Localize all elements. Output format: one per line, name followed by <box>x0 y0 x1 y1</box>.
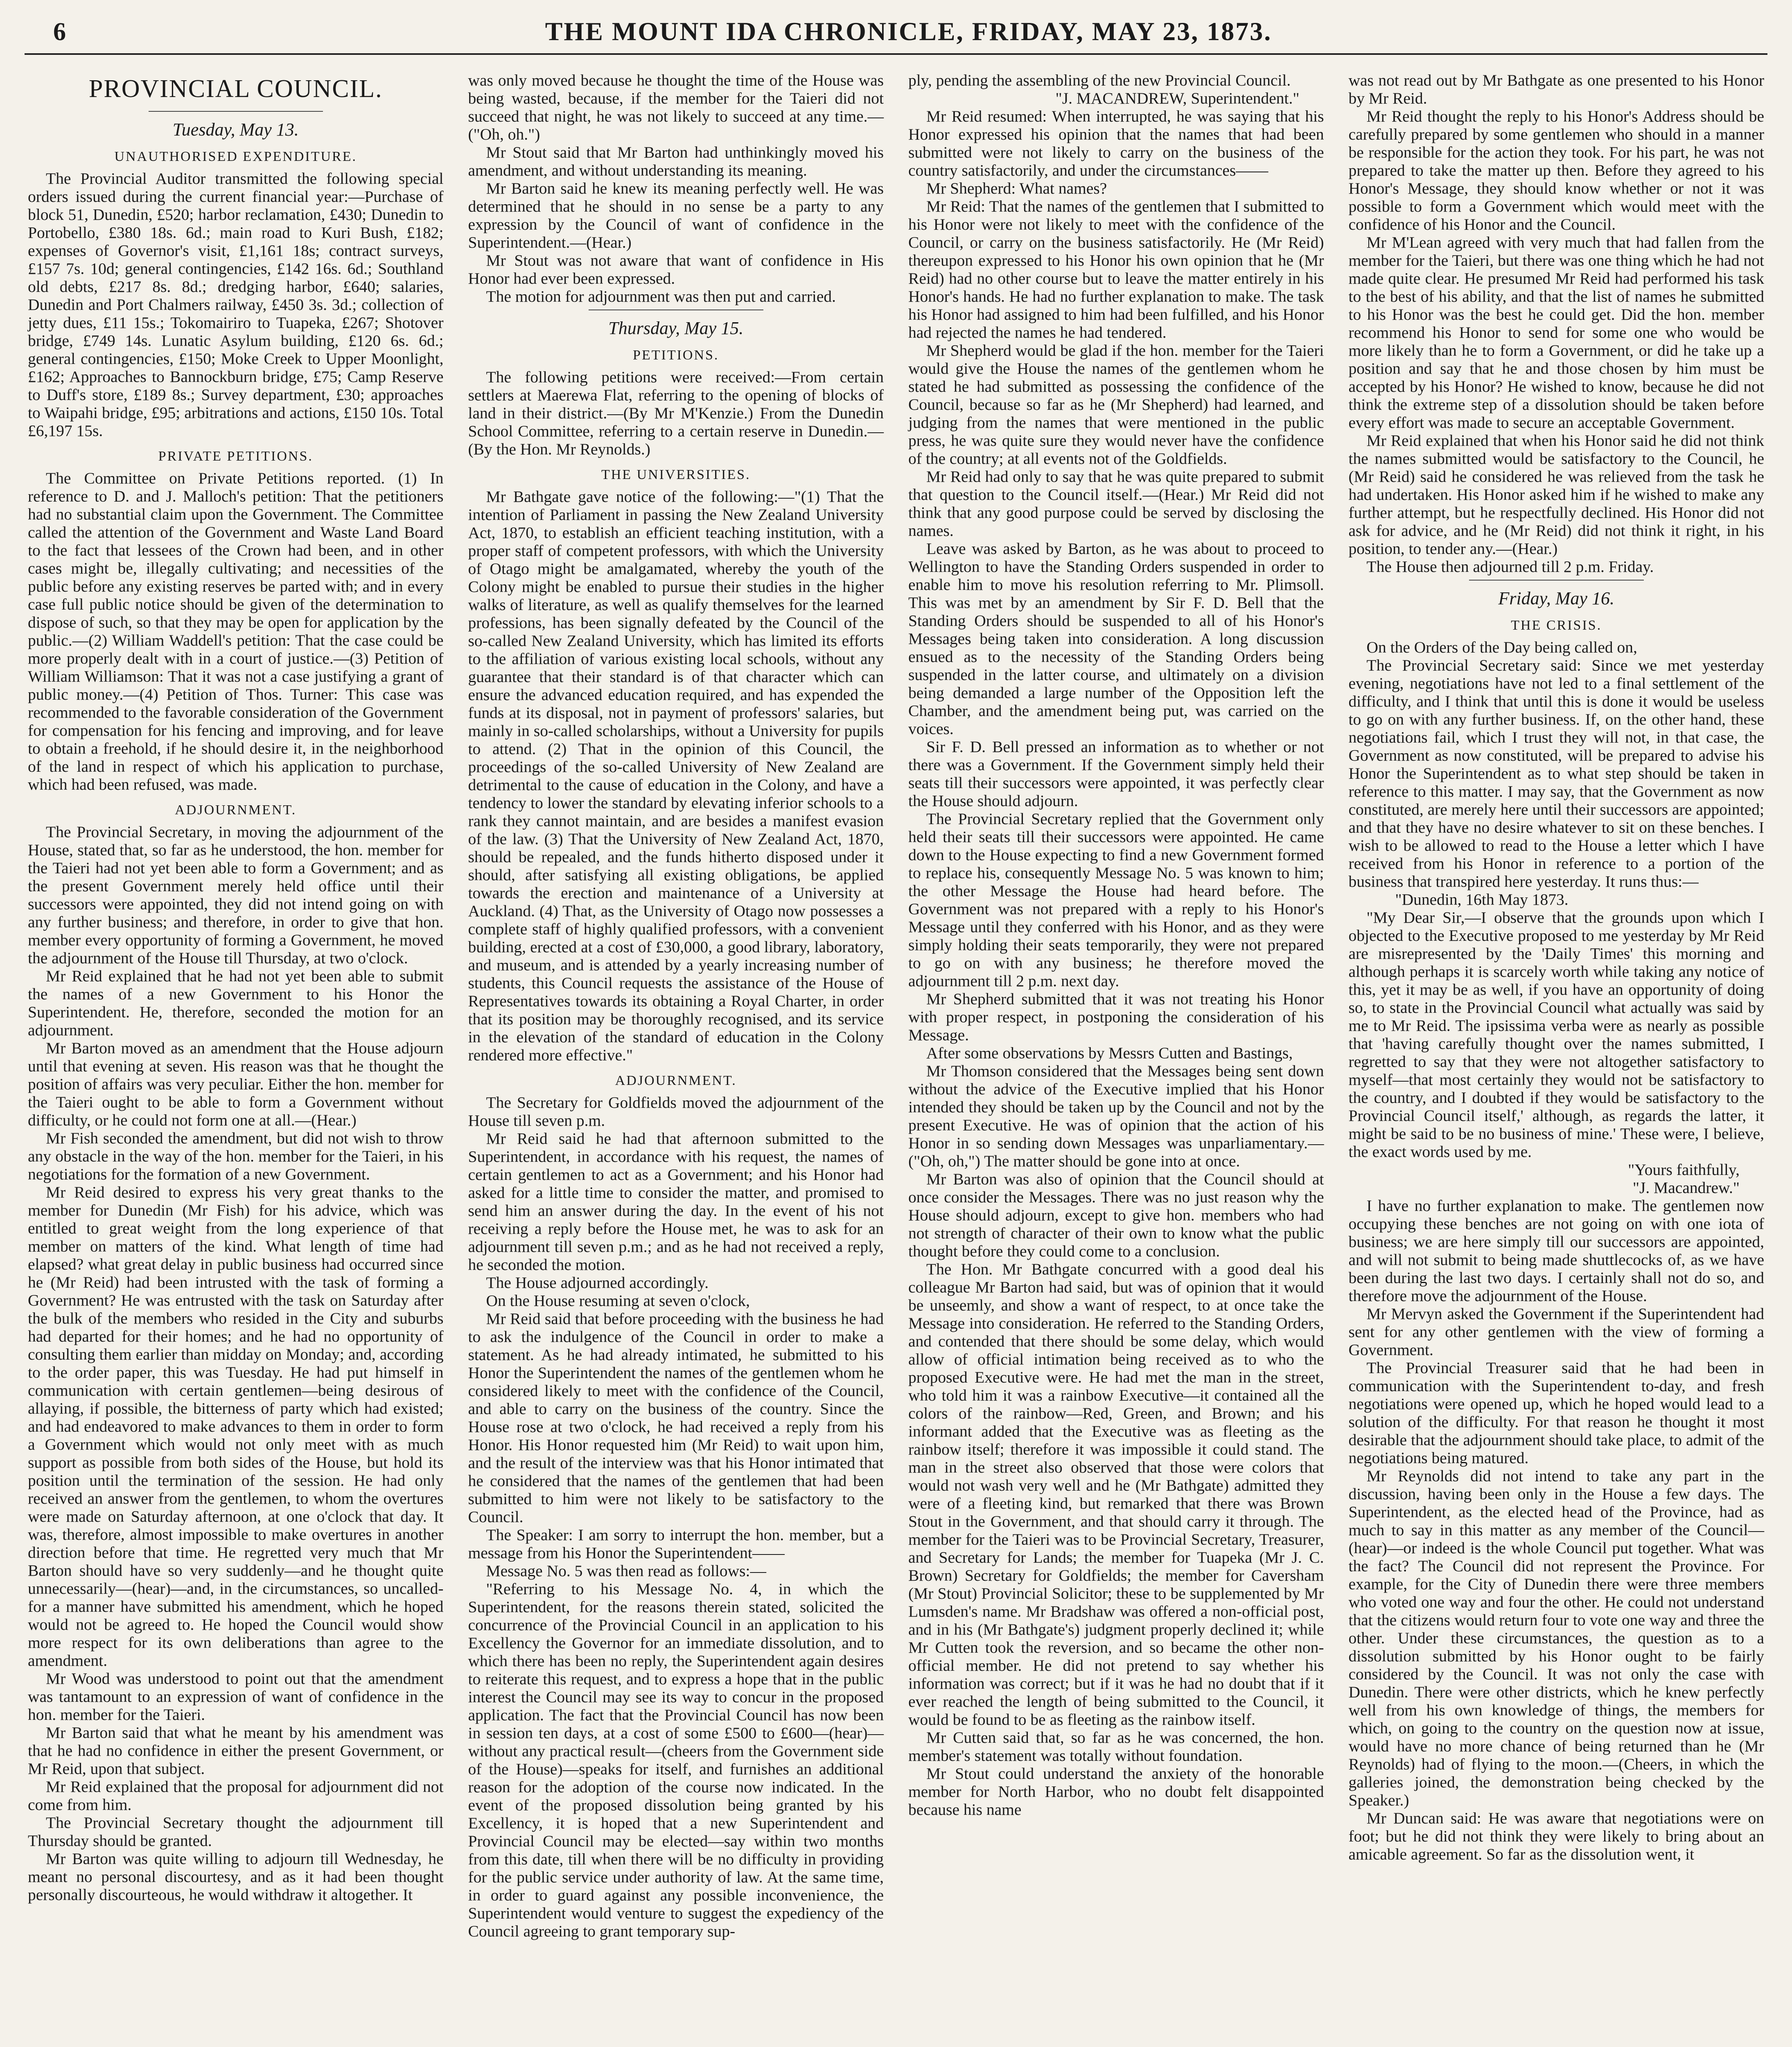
paragraph: The Hon. Mr Bathgate concurred with a good deal his colleague Mr Barton had said, but was of opinion that it would be unseemly, and show a want of respect, to at once take the Message into consideration. He referred to the Standing Orders, and contended that there should be some delay, which would allow of official intimation being received as to who the proposed Executive were. He had met the man in the street, who told him it was a rainbow Executive—it contained all the colors of the rainbow—Red, Green, and Brown; and his informant added that the Executive was as fleeting as the rainbow itself; therefore it was impossible it could stand. The man in the street also observed that those were colors that would not wash very well and he (Mr Bathgate) admitted they were of a fleeting kind, but remarked that there was Brown Stout in the Government, and that should carry it through. The member for the Taieri was to be Provincial Secretary, Treasurer, and Secretary for Lands; the member for Tuapeka (Mr J. C. Brown) Secretary for Goldfields; the member for Caversham (Mr Stout) Provincial Solicitor; these to be supplemented by Mr Lumsden's name. Mr Bradshaw was offered a non-official post, and in his (Mr Bathgate's) judgment properly declined it; while Mr Cutten took the reversion, and so became the other non-official member. He did not pretend to say whether his information was correct; but if it was he had no doubt that if it ever reached the length of being submitted to the Council, it would be found to be as fleeting as the rainbow itself. <box>908 1260 1324 1728</box>
paragraph: Mr Duncan said: He was aware that negotiations were on foot; but he did not think they were likely to bring about an amicable agreement. So far as the dissolution went, it <box>1348 1809 1764 1863</box>
date-heading: Friday, May 16. <box>1498 588 1614 608</box>
subheading: THE CRISIS. <box>1511 618 1602 633</box>
paragraph: The Provincial Secretary, in moving the adjournment of the House, stated that, so far as he understood, the hon. member for the Taieri had not yet been able to form a Government; and as the present Government merely held office until their successors were appointed, they did not intend going on with any further business; and therefore, in order to give that hon. member every opportunity of forming a Government, he moved the adjournment of the House till Thursday, at two o'clock. <box>28 823 444 967</box>
paragraph: Mr Reid explained that when his Honor said he did not think the names submitted would be satisfactory to the Council, he (Mr Reid) said he considered he was relieved from the task he had undertaken. His Honor asked him if he wished to make any further attempt, but he respectfully declined. His Honor did not ask for advice, and he (Mr Reid) did not think it right, in his position, to tender any.—(Hear.) <box>1348 432 1764 558</box>
letter-closing: "Yours faithfully, <box>1628 1161 1740 1179</box>
masthead <box>25 16 1767 55</box>
paragraph: Mr Reid desired to express his very great thanks to the member for Dunedin (Mr Fish) for his advice, which was entitled to great weight from the long experience of that member on matters of the kind. What length of time had elapsed? what great delay in public business had occurred since he (Mr Reid) had been intrusted with the task of forming a Government? He was entrusted with the task on Saturday after the bulk of the members who resided in the City and suburbs had departed for their homes; and he had no opportunity of consulting them earlier than midday on Monday; and, according to the order paper, this was Tuesday. He had put himself in communication with certain gentlemen—being desirous of allaying, if possible, the bitterness of party which had existed; and had endeavored to make advances to them in order to form a Government which would not only meet with as much support as possible from both sides of the House, but hold its position until the termination of the session. He had only received an answer from the gentlemen, to whom the overtures were made on Saturday afternoon, at one o'clock that day. It was, therefore, almost impossible to make overtures in another direction before that time. He regretted very much that Mr Barton should have so very suddenly—and he thought quite unnecessarily—(hear)—and, in the circumstances, so uncalled-for a manner have submitted his amendment, which he hoped would not be agreed to. He hoped the Council would show more respect for its own deliberations than agree to the amendment. <box>28 1183 444 1670</box>
subheading: PETITIONS. <box>633 348 719 363</box>
paragraph: Mr Reid thought the reply to his Honor's Address should be carefully prepared by some gentlemen who should in a manner be responsible for the action they took. For his part, he was not prepared to take the matter up then. Before they agreed to his Honor's Message, they should know whether or not it was possible to form a Government which would meet with the confidence of his Honor and the Council. <box>1348 107 1764 233</box>
paragraph: Mr Shepherd would be glad if the hon. member for the Taieri would give the House the names of the gentlemen whom he stated he had submitted as possessing the confidence of the Council, because so far as he (Mr Shepherd) had learned, and judging from the names that were mentioned in the public press, he was quite sure they would never have the confidence of the country; at all events not of the Goldfields. <box>908 341 1324 468</box>
paragraph: The following petitions were received:—From certain settlers at Maerewa Flat, referring to the opening of blocks of land in their district.—(By Mr M'Kenzie.) From the Dunedin School Committee, referring to a certain reserve in Dunedin.—(By the Hon. Mr Reynolds.) <box>468 368 884 458</box>
date-heading: Thursday, May 15. <box>608 318 744 338</box>
paragraph: Mr M'Lean agreed with very much that had fallen from the member for the Taieri, but there was one thing which he had not made quite clear. He presumed Mr Reid had performed his task to the best of his ability, and that the list of names he submitted to his Honor was the best he could get. Did the hon. member recommend his Honor to send for some one who would be more likely than he to form a Government, or did he take up a position and say that he and those chosen by him must be accepted by his Honor? He wished to know, because he did not think the extreme step of a dissolution should be taken before every effort was made to secure an acceptable Government. <box>1348 233 1764 432</box>
divider <box>149 111 323 112</box>
paragraph: The Speaker: I am sorry to interrupt the hon. member, but a message from his Honor the Superintendent—— <box>468 1526 884 1562</box>
paragraph: The House then adjourned till 2 p.m. Friday. <box>1366 558 1654 576</box>
paragraph: The Provincial Secretary thought the adjournment till Thursday should be granted. <box>28 1814 444 1850</box>
paragraph: Mr Reid said he had that afternoon submitted to the Superintendent, in accordance with his request, the names of certain gentlemen to act as a Government; and his Honor had asked for a little time to consider the matter, and promised to send him an answer during the day. In the event of his not receiving a reply before the House met, he was to ask for an adjournment till seven p.m.; and as he had not received a reply, he seconded the motion. <box>468 1130 884 1274</box>
subheading: UNAUTHORISED EXPENDITURE. <box>114 149 357 164</box>
paragraph: Mr Barton said he knew its meaning perfectly well. He was determined that he should in no sense be a party to any expression by the Council of want of confidence in the Superintendent.—(Hear.) <box>468 179 884 251</box>
paragraph: The motion for adjournment was then put and carried. <box>486 287 836 305</box>
paragraph: Mr Barton was quite willing to adjourn till Wednesday, he meant no personal discourtesy, and as it had been thought personally discourteous, he would withdraw it altogether. It <box>28 1850 444 1904</box>
paragraph: Mr Reid explained that he had not yet been able to submit the names of a new Government to his Honor the Superintendent. He, therefore, seconded the motion for an adjournment. <box>28 967 444 1039</box>
paragraph: ply, pending the assembling of the new Provincial Council. <box>908 71 1291 89</box>
paragraph: Sir F. D. Bell pressed an information as to whether or not there was a Government. If the Government simply held their seats till their successors were appointed, it was perfectly clear the House should adjourn. <box>908 738 1324 810</box>
paragraph: Mr Wood was understood to point out that the amendment was tantamount to an expression of want of confidence in the hon. member for the Taieri. <box>28 1670 444 1724</box>
paragraph: Mr Shepherd: What names? <box>926 179 1107 197</box>
column-3 <box>905 71 1327 2047</box>
column-4 <box>1345 71 1768 2047</box>
paragraph: Mr Reid had only to say that he was quite prepared to submit that question to the Council itself.—(Hear.) Mr Reid did not think that any good purpose could be served by disclosing the names. <box>908 468 1324 540</box>
column-2 <box>465 71 887 2047</box>
date-heading: Tuesday, May 13. <box>172 120 299 140</box>
paragraph: Mr Reid said that before proceeding with the business he had to ask the indulgence of the Council in order to make a statement. As he had already intimated, he submitted to his Honor the Superintendent the names of the gentlemen whom he considered likely to meet with the confidence of the Council, and able to carry on the business of the country. Since the House rose at two o'clock, he had received a reply from his Honor. His Honor requested him (Mr Reid) to wait upon him, and the result of the interview was that his Honor intimated that he considered that the names of the gentlemen that had been submitted to him were not likely to be satisfactory to the Council. <box>468 1310 884 1526</box>
subheading: ADJOURNMENT. <box>175 802 297 818</box>
paragraph: The Provincial Auditor transmitted the following special orders issued during the current financial year:—Purchase of block 51, Dunedin, £520; harbor reclamation, £430; Dunedin to Portobello, £380 18s. 6d.; main road to Kuri Bush, £182; expenses of Governor's visit, £1,161 18s; contract surveys, £157 7s. 10d; general contingencies, £142 16s. 6d.; Southland old debts, £217 8s. 8d.; dredging harbor, £640; salaries, Dunedin and Port Chalmers railway, £450 3s. 3d.; collection of jetty dues, £11 15s.; Tokomairiro to Tuapeka, £267; Shotover bridge, £749 14s. Lunatic Asylum building, £120 6s. 6d.; general contingencies, £150; Moke Creek to Upper Moonlight, £162; Approaches to Bannockburn bridge, £75; Camp Reserve to Duff's store, £189 8s.; Survey department, £30; approaches to Waipahi bridge, £95; arbitrations and actions, £150 10s. Total £6,197 15s. <box>28 169 444 440</box>
letter-dateline: "Dunedin, 16th May 1873. <box>1395 890 1569 908</box>
paragraph: The Secretary for Goldfields moved the adjournment of the House till seven p.m. <box>468 1094 884 1130</box>
paragraph: Mr Barton moved as an amendment that the House adjourn until that evening at seven. His reason was that he thought the position of affairs was very peculiar. Either the hon. member for the Taieri ought to be able to form a Government without difficulty, or he could not form one at all.—(Hear.) <box>28 1039 444 1129</box>
paragraph: Mr Stout could understand the anxiety of the honorable member for North Harbor, who no doubt felt disappointed because his name <box>908 1765 1324 1819</box>
divider <box>1469 580 1644 581</box>
paragraph: was not read out by Mr Bathgate as one presented to his Honor by Mr Reid. <box>1348 71 1764 107</box>
paragraph: I have no further explanation to make. The gentlemen now occupying these benches are not going on with one iota of business; we are here simply till our successors are appointed, and will not submit to being made shuttlecocks of, as we have been during the last two days. I certainly shall not do so, and therefore move the adjournment of the House. <box>1348 1197 1764 1305</box>
section-heading: PROVINCIAL COUNCIL. <box>88 75 383 103</box>
paragraph: Mr Reid resumed: When interrupted, he was saying that his Honor expressed his opinion that the names that had been submitted were not likely to carry on the business of the country satisfactorily, and under the circumstances—— <box>908 107 1324 179</box>
columns <box>25 71 1767 2047</box>
paragraph: Mr Shepherd submitted that it was not treating his Honor with proper respect, in postponing the consideration of his Message. <box>908 990 1324 1044</box>
paragraph: Mr Mervyn asked the Government if the Superintendent had sent for any other gentlemen with the view of forming a Government. <box>1348 1305 1764 1359</box>
page-number: 6 <box>53 18 66 46</box>
paragraph: was only moved because he thought the time of the House was being wasted, because, if the member for the Taieri did not succeed that night, he was not likely to succeed at any time.—("Oh, oh.") <box>468 71 884 143</box>
paragraph: The Provincial Secretary said: Since we met yesterday evening, negotiations have not led to a final settlement of the difficulty, and I think that until this is done it would be useless to go on with any further business. If, on the other hand, these negotiations fail, which I trust they will not, in that case, the Government as now constituted, will be prepared to advise his Honor the Superintendent as to what step should be taken in reference to this matter. I may say, that the Government as now constituted, are merely here until their successors are appointed; and that they have no desire whatever to sit on these benches. I wish to be allowed to read to the House a letter which I have received from his Honor in reference to a portion of the business that transpired here yesterday. It runs thus:— <box>1348 656 1764 890</box>
paragraph: The Provincial Treasurer said that he had been in communication with the Superintendent to-day, and fresh negotiations were opened up, which he hoped would lead to a solution of the difficulty. For that reason he thought it most desirable that the adjournment should take place, to admit of the negotiations being matured. <box>1348 1359 1764 1467</box>
paragraph: Message No. 5 was then read as follows:— <box>486 1562 767 1580</box>
paragraph: The Provincial Secretary replied that the Government only held their seats till their successors were appointed. He came down to the House expecting to find a new Government formed to replace his, consequently Message No. 5 was known to him; the other Message the House had heard before. The Government was not prepared with a reply to his Honor's Message until they conferred with his Honor, and as they were simply holding their seats temporarily, they were not prepared to go on with any business; he therefore moved the adjournment till 2 p.m. next day. <box>908 810 1324 990</box>
paragraph: Mr Stout was not aware that want of confidence in His Honor had ever been expressed. <box>468 251 884 287</box>
newspaper-title: THE MOUNT IDA CHRONICLE, FRIDAY, MAY 23, 1873. <box>545 17 1272 46</box>
subheading: PRIVATE PETITIONS. <box>158 449 313 464</box>
paragraph: Mr Thomson considered that the Messages being sent down without the advice of the Executive implied that his Honor intended they should be taken up by the Council and not by the present Executive. He was of opinion that the action of his Honor in so sending down Messages was unparliamentary.—("Oh, oh,") The matter should be gone into at once. <box>908 1062 1324 1170</box>
paragraph: Mr Barton was also of opinion that the Council should at once consider the Messages. There was no just reason why the House should adjourn, except to give hon. members who had not strength of character of their own to know what the public thought before they could come to a conclusion. <box>908 1170 1324 1260</box>
letter-body: "My Dear Sir,—I observe that the grounds upon which I objected to the Executive proposed to me yesterday by Mr Reid are misrepresented by the 'Daily Times' this morning and although perhaps it is scarcely worth while taking any notice of this, yet it may be as well, if you have an opportunity of doing so, to state in the Provincial Council what actually was said by me to Mr Reid. The ipsissima verba were as nearly as possible that 'having carefully thought over the names submitted, I regretted to say that they were not altogether satisfactory to myself—that most certainly they would not be satisfactory to the country, and I doubted if they would be satisfactory to the Provincial Council itself,' although, as regards the latter, it might be said to be no business of mine.' These were, I believe, the exact words used by me. <box>1348 908 1764 1161</box>
paragraph: Mr Stout said that Mr Barton had unthinkingly moved his amendment, and without understanding its meaning. <box>468 143 884 179</box>
paragraph: Mr Cutten said that, so far as he was concerned, the hon. member's statement was totally without foundation. <box>908 1728 1324 1765</box>
column-1 <box>25 71 447 2047</box>
letter-signature: "J. Macandrew." <box>1632 1179 1740 1197</box>
subheading: ADJOURNMENT. <box>615 1073 737 1088</box>
paragraph: Leave was asked by Barton, as he was about to proceed to Wellington to have the Standing Orders suspended in order to enable him to move his resolution referring to Mr. Plimsoll. This was met by an amendment by Sir F. D. Bell that the Standing Orders should be suspended to all of his Honor's Messages being taken into consideration. A long discussion ensued as to the necessity of the Standing Orders being suspended in the latter course, and ultimately on a division being demanded a large number of the Opposition left the Chamber, and the amendment being put, was carried on the voices. <box>908 540 1324 738</box>
paragraph: The House adjourned accordingly. <box>486 1274 709 1292</box>
paragraph: Mr Fish seconded the amendment, but did not wish to throw any obstacle in the way of the hon. member for the Taieri, in his negotiations for the formation of a new Government. <box>28 1129 444 1183</box>
paragraph: After some observations by Messrs Cutten and Bastings, <box>926 1044 1293 1062</box>
paragraph: Mr Barton said that what he meant by his amendment was that he had no confidence in either the present Government, or Mr Reid, upon that subject. <box>28 1724 444 1778</box>
paragraph: Mr Bathgate gave notice of the following:—"(1) That the intention of Parliament in passing the New Zealand University Act, 1870, to establish an efficient teaching institution, with a proper staff of competent professors, with which the University of Otago might be amalgamated, whereby the youth of the Colony might be enabled to pursue their studies in the higher walks of literature, as well as qualify themselves for the learned professions, has been signally defeated by the Council of the so-called New Zealand University, which has limited its efforts to the affiliation of various existing local schools, without any guarantee that their standard is of that character which can ensure the advanced education required, and has expended the funds at its disposal, not in payment of professors' salaries, but mainly in so-called scholarships, without a University for pupils to attend. (2) That in the opinion of this Council, the proceedings of the so-called University of New Zealand are detrimental to the cause of education in the Colony, and have a tendency to lower the standard by elevating inferior schools to a rank they cannot maintain, and are besides a manifest evasion of the law. (3) That the University of New Zealand Act, 1870, should be repealed, and the funds hitherto disposed under it should, after satisfying all existing obligations, be applied towards the erection and maintenance of a University at Auckland. (4) That, as the University of Otago now possesses a complete staff of highly qualified professors, with a convenient building, erected at a cost of £30,000, a good library, laboratory, and museum, and is attended by a yearly increasing number of students, this Council requests the assistance of the House of Representatives towards its obtaining a Royal Charter, in order that its position may be thoroughly recognised, and its service in the elevation of the standard of education in the Colony rendered more effective." <box>468 488 884 1064</box>
paragraph: The Committee on Private Petitions reported. (1) In reference to D. and J. Malloch's petition: That the petitioners had no substantial claim upon the Government. The Committee called the attention of the Government and Waste Land Board to the fact that lessees of the Crown had been, and in other cases might be, illegally cultivating; and necessities of the public before any existing reserves be parted with; and in every case full public notice should be given of the determination to dispose of such, so that they may be open for application by the public.—(2) William Waddell's petition: That the case could be more properly dealt with in a court of justice.—(3) Petition of William Williamson: That it was not a case justifying a grant of public money.—(4) Petition of Thos. Turner: This case was recommended to the favorable consideration of the Government for compensation for his fencing and improving, and for leave to obtain a freehold, if he should desire it, in the neighborhood of the land in respect of which his application to purchase, which had been refused, was made. <box>28 469 444 793</box>
paragraph: On the Orders of the Day being called on, <box>1366 638 1637 656</box>
paragraph: Mr Reid: That the names of the gentlemen that I submitted to his Honor were not likely to meet with the confidence of the Council, or carry on the business satisfactorily. He (Mr Reid) thereupon expressed to his Honor his own opinion that he (Mr Reid) had no other course but to leave the matter entirely in his Honor's hands. He had no further explanation to make. The task his Honor had assigned to him had been fulfilled, and his Honor had rejected the names he had tendered. <box>908 197 1324 341</box>
paragraph: "Referring to his Message No. 4, in which the Superintendent, for the reasons therein stated, solicited the concurrence of the Provincial Council in an application to his Excellency the Governor for an immediate dissolution, and to which there has been no reply, the Superintendent again desires to reiterate this request, and to express a hope that in the public interest the Council may see its way to concur in the proposed application. The fact that the Provincial Council has now been in session ten days, at a cost of some £500 to £600—(hear)—without any practical result—(cheers from the Government side of the House)—speaks for itself, and furnishes an additional reason for the adoption of the course now indicated. In the event of the proposed dissolution being granted by his Excellency, it is hoped that a new Superintendent and Provincial Council may be elected—say within two months from this date, till when there will be no difficulty in providing for the public service under authority of law. At the same time, in order to guard against any possible inconvenience, the Superintendent would venture to suggest the expediency of the Council agreeing to grant temporary sup- <box>468 1580 884 1940</box>
subheading: THE UNIVERSITIES. <box>601 467 751 482</box>
paragraph: On the House resuming at seven o'clock, <box>486 1292 750 1310</box>
paragraph: Mr Reid explained that the proposal for adjournment did not come from him. <box>28 1778 444 1814</box>
signature-line: "J. MACANDREW, Superintendent." <box>1055 89 1300 107</box>
paragraph: Mr Reynolds did not intend to take any part in the discussion, having been only in the House a few days. The Superintendent, as the elected head of the Province, had as much to say in this matter as any member of the Council—(hear)—or indeed is the whole Council put together. What was the fact? The Council did not represent the Province. For example, for the City of Dunedin there were three members who voted one way and four the other. He could not understand that the citizens would return four to vote one way and three the other. Under these circumstances, the question as to a dissolution submitted by his Honor ought to be fairly considered by the Council. It was not only the case with Dunedin. There were other districts, which he knew perfectly well from his own knowledge of things, the members for which, on going to the country on the question now at issue, would have no more chance of being returned than he (Mr Reynolds) had of flying to the moon.—(Cheers, in which the galleries joined, the demonstration being checked by the Speaker.) <box>1348 1467 1764 1809</box>
